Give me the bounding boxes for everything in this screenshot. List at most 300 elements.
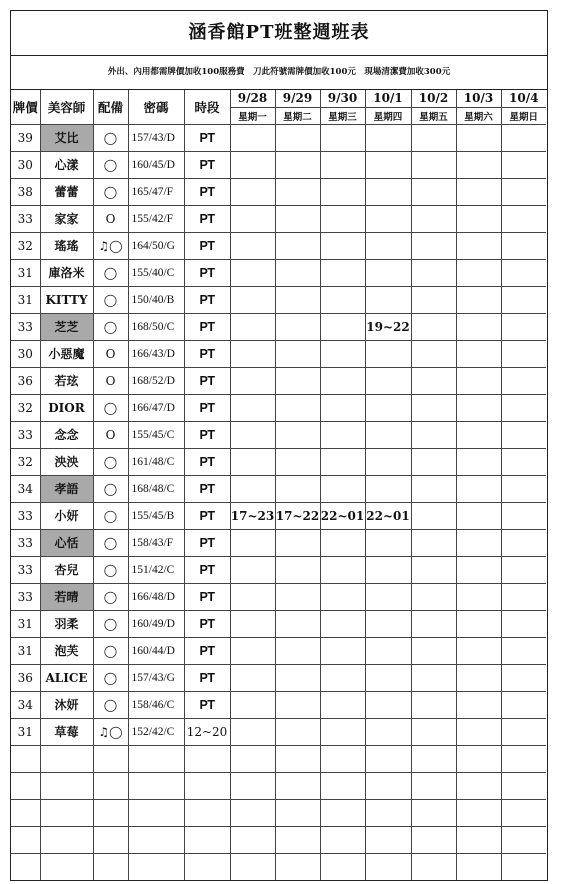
shift-cell [230, 583, 275, 610]
shift-cell [230, 448, 275, 475]
header-price: 牌價 [11, 90, 40, 124]
stylist-name: 瑤瑤 [40, 232, 93, 259]
shift-cell [230, 556, 275, 583]
day-date: 10/2 [411, 90, 456, 107]
shift-cell [365, 691, 411, 718]
price-cell: 34 [11, 691, 40, 718]
price-cell: 33 [11, 556, 40, 583]
empty-cell [411, 745, 456, 772]
table-row [11, 367, 546, 394]
table-row [11, 421, 546, 448]
period-cell: 12~20 [184, 718, 230, 745]
shift-cell [501, 556, 546, 583]
match-mark: ◯ [93, 448, 128, 475]
empty-cell [275, 826, 320, 853]
shift-cell [365, 232, 411, 259]
shift-cell [365, 340, 411, 367]
shift-cell: 17~23 [230, 502, 275, 529]
shift-cell [275, 691, 320, 718]
empty-cell [365, 853, 411, 880]
period-cell: PT [184, 259, 230, 286]
period-cell: PT [184, 637, 230, 664]
shift-cell [365, 556, 411, 583]
shift-cell [365, 421, 411, 448]
period-cell: PT [184, 421, 230, 448]
period-cell: PT [184, 205, 230, 232]
shift-cell [275, 421, 320, 448]
code-cell: 151/42/C [128, 556, 184, 583]
period-cell: PT [184, 691, 230, 718]
shift-cell [365, 529, 411, 556]
code-cell: 160/45/D [128, 151, 184, 178]
code-cell: 155/40/C [128, 259, 184, 286]
empty-cell [11, 853, 40, 880]
empty-cell [275, 772, 320, 799]
shift-cell: 19~22 [365, 313, 411, 340]
shift-cell [320, 313, 365, 340]
code-cell: 161/48/C [128, 448, 184, 475]
price-cell: 33 [11, 502, 40, 529]
period-cell: PT [184, 394, 230, 421]
shift-cell [411, 286, 456, 313]
empty-cell [411, 772, 456, 799]
empty-cell [40, 853, 93, 880]
table-row [11, 448, 546, 475]
shift-cell [275, 178, 320, 205]
empty-cell [128, 772, 184, 799]
period-cell: PT [184, 232, 230, 259]
price-cell: 31 [11, 610, 40, 637]
match-mark: ◯ [93, 151, 128, 178]
stylist-name: 若玹 [40, 367, 93, 394]
empty-cell [501, 799, 546, 826]
shift-cell [275, 286, 320, 313]
shift-cell [411, 718, 456, 745]
stylist-name: ALICE [40, 664, 93, 691]
code-cell: 157/43/D [128, 124, 184, 151]
shift-cell [320, 286, 365, 313]
shift-cell [320, 610, 365, 637]
shift-cell [456, 718, 501, 745]
match-mark: O [93, 421, 128, 448]
empty-cell [320, 826, 365, 853]
shift-cell [275, 340, 320, 367]
match-mark: ◯ [93, 259, 128, 286]
match-mark: O [93, 340, 128, 367]
period-cell: PT [184, 475, 230, 502]
empty-cell [184, 745, 230, 772]
shift-cell [230, 529, 275, 556]
stylist-name: 羽柔 [40, 610, 93, 637]
shift-cell [365, 178, 411, 205]
day-weekday: 星期一 [230, 107, 275, 124]
shift-cell [365, 448, 411, 475]
price-cell: 38 [11, 178, 40, 205]
shift-cell [275, 151, 320, 178]
match-mark: ◯ [93, 664, 128, 691]
stylist-name: 艾比 [40, 124, 93, 151]
shift-cell [320, 367, 365, 394]
shift-cell [501, 718, 546, 745]
shift-cell [320, 232, 365, 259]
period-cell: PT [184, 313, 230, 340]
shift-cell [411, 259, 456, 286]
shift-cell [411, 232, 456, 259]
stylist-name: 芝芝 [40, 313, 93, 340]
shift-cell [320, 691, 365, 718]
shift-cell [411, 475, 456, 502]
match-mark: ◯ [93, 394, 128, 421]
code-cell: 168/48/C [128, 475, 184, 502]
shift-cell [411, 124, 456, 151]
table-row [11, 691, 546, 718]
shift-cell [411, 205, 456, 232]
code-cell: 166/43/D [128, 340, 184, 367]
empty-cell [40, 799, 93, 826]
shift-cell [230, 691, 275, 718]
empty-cell [184, 853, 230, 880]
code-cell: 168/52/D [128, 367, 184, 394]
period-cell: PT [184, 502, 230, 529]
shift-cell [411, 394, 456, 421]
table-row [11, 205, 546, 232]
shift-cell [411, 313, 456, 340]
page-title: 涵香館PT班整週班表 [11, 11, 547, 56]
code-cell: 166/48/D [128, 583, 184, 610]
empty-cell [230, 745, 275, 772]
shift-cell [456, 691, 501, 718]
match-mark: ◯ [93, 502, 128, 529]
shift-cell [365, 637, 411, 664]
shift-cell [456, 367, 501, 394]
empty-cell [365, 772, 411, 799]
shift-cell [501, 502, 546, 529]
day-date: 9/29 [275, 90, 320, 107]
period-cell: PT [184, 286, 230, 313]
stylist-name: 若晴 [40, 583, 93, 610]
day-date: 10/1 [365, 90, 411, 107]
empty-cell [40, 826, 93, 853]
table-row [11, 664, 546, 691]
day-weekday: 星期三 [320, 107, 365, 124]
blank-row [11, 772, 546, 799]
price-cell: 30 [11, 151, 40, 178]
shift-cell [501, 583, 546, 610]
table-row [11, 502, 546, 529]
empty-cell [40, 772, 93, 799]
shift-cell [456, 421, 501, 448]
price-cell: 32 [11, 394, 40, 421]
shift-cell [230, 367, 275, 394]
shift-cell [411, 664, 456, 691]
shift-cell [501, 286, 546, 313]
period-cell: PT [184, 610, 230, 637]
empty-cell [501, 772, 546, 799]
shift-cell [456, 637, 501, 664]
match-mark: O [93, 205, 128, 232]
code-cell: 164/50/G [128, 232, 184, 259]
table-row [11, 232, 546, 259]
shift-cell [501, 367, 546, 394]
shift-cell [230, 718, 275, 745]
empty-cell [501, 826, 546, 853]
empty-cell [275, 799, 320, 826]
shift-cell [230, 151, 275, 178]
table-row [11, 610, 546, 637]
stylist-name: 蕾蕾 [40, 178, 93, 205]
shift-cell [320, 556, 365, 583]
shift-cell [275, 610, 320, 637]
shift-cell [365, 151, 411, 178]
period-cell: PT [184, 583, 230, 610]
table-row [11, 340, 546, 367]
price-cell: 33 [11, 313, 40, 340]
shift-cell [320, 529, 365, 556]
shift-cell [320, 421, 365, 448]
price-cell: 33 [11, 583, 40, 610]
empty-cell [184, 772, 230, 799]
shift-cell: 17~22 [275, 502, 320, 529]
shift-cell [230, 124, 275, 151]
shift-cell [411, 502, 456, 529]
empty-cell [365, 826, 411, 853]
header-match: 配備 [93, 90, 128, 124]
shift-cell [501, 340, 546, 367]
period-cell: PT [184, 448, 230, 475]
table-row [11, 178, 546, 205]
shift-cell [230, 340, 275, 367]
shift-cell [230, 610, 275, 637]
shift-cell [411, 367, 456, 394]
blank-row [11, 853, 546, 880]
empty-cell [320, 772, 365, 799]
shift-cell [456, 232, 501, 259]
empty-cell [411, 799, 456, 826]
shift-cell [320, 205, 365, 232]
code-cell: 166/47/D [128, 394, 184, 421]
empty-cell [320, 745, 365, 772]
price-cell: 33 [11, 529, 40, 556]
stylist-name: 心漾 [40, 151, 93, 178]
schedule-table [11, 90, 546, 880]
match-mark: ◯ [93, 529, 128, 556]
shift-cell [411, 610, 456, 637]
empty-cell [128, 799, 184, 826]
shift-cell [275, 232, 320, 259]
table-row [11, 259, 546, 286]
shift-cell [230, 664, 275, 691]
shift-cell [275, 718, 320, 745]
shift-cell [230, 421, 275, 448]
shift-cell [501, 475, 546, 502]
shift-cell [230, 286, 275, 313]
table-row [11, 556, 546, 583]
shift-cell [411, 529, 456, 556]
shift-cell [456, 394, 501, 421]
shift-cell [501, 529, 546, 556]
shift-cell [275, 583, 320, 610]
shift-cell [275, 313, 320, 340]
match-mark: O [93, 367, 128, 394]
shift-cell [320, 637, 365, 664]
shift-cell [365, 664, 411, 691]
shift-cell [365, 583, 411, 610]
shift-cell [275, 529, 320, 556]
empty-cell [93, 853, 128, 880]
table-row [11, 637, 546, 664]
day-date: 10/3 [456, 90, 501, 107]
shift-cell [501, 259, 546, 286]
stylist-name: 泱泱 [40, 448, 93, 475]
match-mark: ◯ [93, 475, 128, 502]
empty-cell [275, 745, 320, 772]
match-mark: ◯ [93, 313, 128, 340]
day-weekday: 星期四 [365, 107, 411, 124]
shift-cell [320, 340, 365, 367]
shift-cell [501, 205, 546, 232]
period-cell: PT [184, 529, 230, 556]
stylist-name: 草莓 [40, 718, 93, 745]
stylist-name: 小惡魔 [40, 340, 93, 367]
code-cell: 155/42/F [128, 205, 184, 232]
empty-cell [320, 853, 365, 880]
shift-cell [320, 448, 365, 475]
day-date: 9/28 [230, 90, 275, 107]
period-cell: PT [184, 367, 230, 394]
empty-cell [365, 745, 411, 772]
empty-cell [456, 799, 501, 826]
match-mark: ◯ [93, 610, 128, 637]
shift-cell [456, 124, 501, 151]
empty-cell [230, 772, 275, 799]
shift-cell: 22~01 [365, 502, 411, 529]
shift-cell [230, 178, 275, 205]
shift-cell [320, 259, 365, 286]
shift-cell [456, 475, 501, 502]
code-cell: 165/47/F [128, 178, 184, 205]
shift-cell [275, 124, 320, 151]
shift-cell [501, 610, 546, 637]
stylist-name: 念念 [40, 421, 93, 448]
price-cell: 39 [11, 124, 40, 151]
day-weekday: 星期日 [501, 107, 546, 124]
table-row [11, 313, 546, 340]
shift-cell [320, 475, 365, 502]
price-cell: 32 [11, 232, 40, 259]
shift-cell [456, 205, 501, 232]
shift-cell [501, 178, 546, 205]
table-row [11, 151, 546, 178]
stylist-name: 沐妍 [40, 691, 93, 718]
shift-cell [501, 313, 546, 340]
match-mark: ◯ [93, 637, 128, 664]
price-cell: 30 [11, 340, 40, 367]
shift-cell [320, 151, 365, 178]
day-weekday: 星期二 [275, 107, 320, 124]
period-cell: PT [184, 664, 230, 691]
empty-cell [456, 853, 501, 880]
shift-cell [501, 151, 546, 178]
match-mark: ◯ [93, 556, 128, 583]
empty-cell [230, 799, 275, 826]
empty-cell [411, 853, 456, 880]
empty-cell [40, 745, 93, 772]
price-cell: 33 [11, 421, 40, 448]
shift-cell [456, 529, 501, 556]
price-cell: 31 [11, 286, 40, 313]
empty-cell [93, 772, 128, 799]
shift-cell [365, 610, 411, 637]
shift-cell [230, 259, 275, 286]
empty-cell [93, 826, 128, 853]
shift-cell [411, 178, 456, 205]
empty-cell [128, 745, 184, 772]
shift-cell [456, 286, 501, 313]
price-cell: 32 [11, 448, 40, 475]
price-cell: 31 [11, 259, 40, 286]
shift-cell [456, 583, 501, 610]
shift-cell [456, 340, 501, 367]
period-cell: PT [184, 340, 230, 367]
stylist-name: 小妍 [40, 502, 93, 529]
shift-cell [365, 286, 411, 313]
shift-cell [230, 475, 275, 502]
empty-cell [365, 799, 411, 826]
empty-cell [275, 853, 320, 880]
shift-cell [456, 502, 501, 529]
blank-row [11, 826, 546, 853]
day-weekday: 星期五 [411, 107, 456, 124]
shift-cell [365, 259, 411, 286]
shift-cell [501, 691, 546, 718]
shift-cell [411, 637, 456, 664]
match-mark: ◯ [93, 286, 128, 313]
match-mark: ◯ [93, 691, 128, 718]
shift-cell [275, 637, 320, 664]
shift-cell [230, 394, 275, 421]
empty-cell [93, 799, 128, 826]
day-date: 10/4 [501, 90, 546, 107]
stylist-name: DIOR [40, 394, 93, 421]
shift-cell [275, 394, 320, 421]
price-cell: 34 [11, 475, 40, 502]
shift-cell [365, 475, 411, 502]
empty-cell [11, 745, 40, 772]
shift-cell [456, 448, 501, 475]
stylist-name: 心恬 [40, 529, 93, 556]
shift-cell [320, 124, 365, 151]
code-cell: 150/40/B [128, 286, 184, 313]
blank-row [11, 799, 546, 826]
code-cell: 158/43/F [128, 529, 184, 556]
empty-cell [184, 799, 230, 826]
shift-cell [275, 259, 320, 286]
stylist-name: 孝語 [40, 475, 93, 502]
shift-cell [411, 556, 456, 583]
code-cell: 152/42/C [128, 718, 184, 745]
shift-cell [456, 178, 501, 205]
shift-cell [411, 448, 456, 475]
shift-cell [320, 394, 365, 421]
shift-cell [275, 475, 320, 502]
surcharge-notice: 外出、內用都需牌價加收100服務費 刀此符號需牌價加收100元 現場清潔費加收300元 [11, 56, 547, 90]
day-weekday: 星期六 [456, 107, 501, 124]
shift-cell: 22~01 [320, 502, 365, 529]
empty-cell [456, 745, 501, 772]
shift-cell [275, 205, 320, 232]
shift-cell [365, 124, 411, 151]
shift-cell [456, 556, 501, 583]
